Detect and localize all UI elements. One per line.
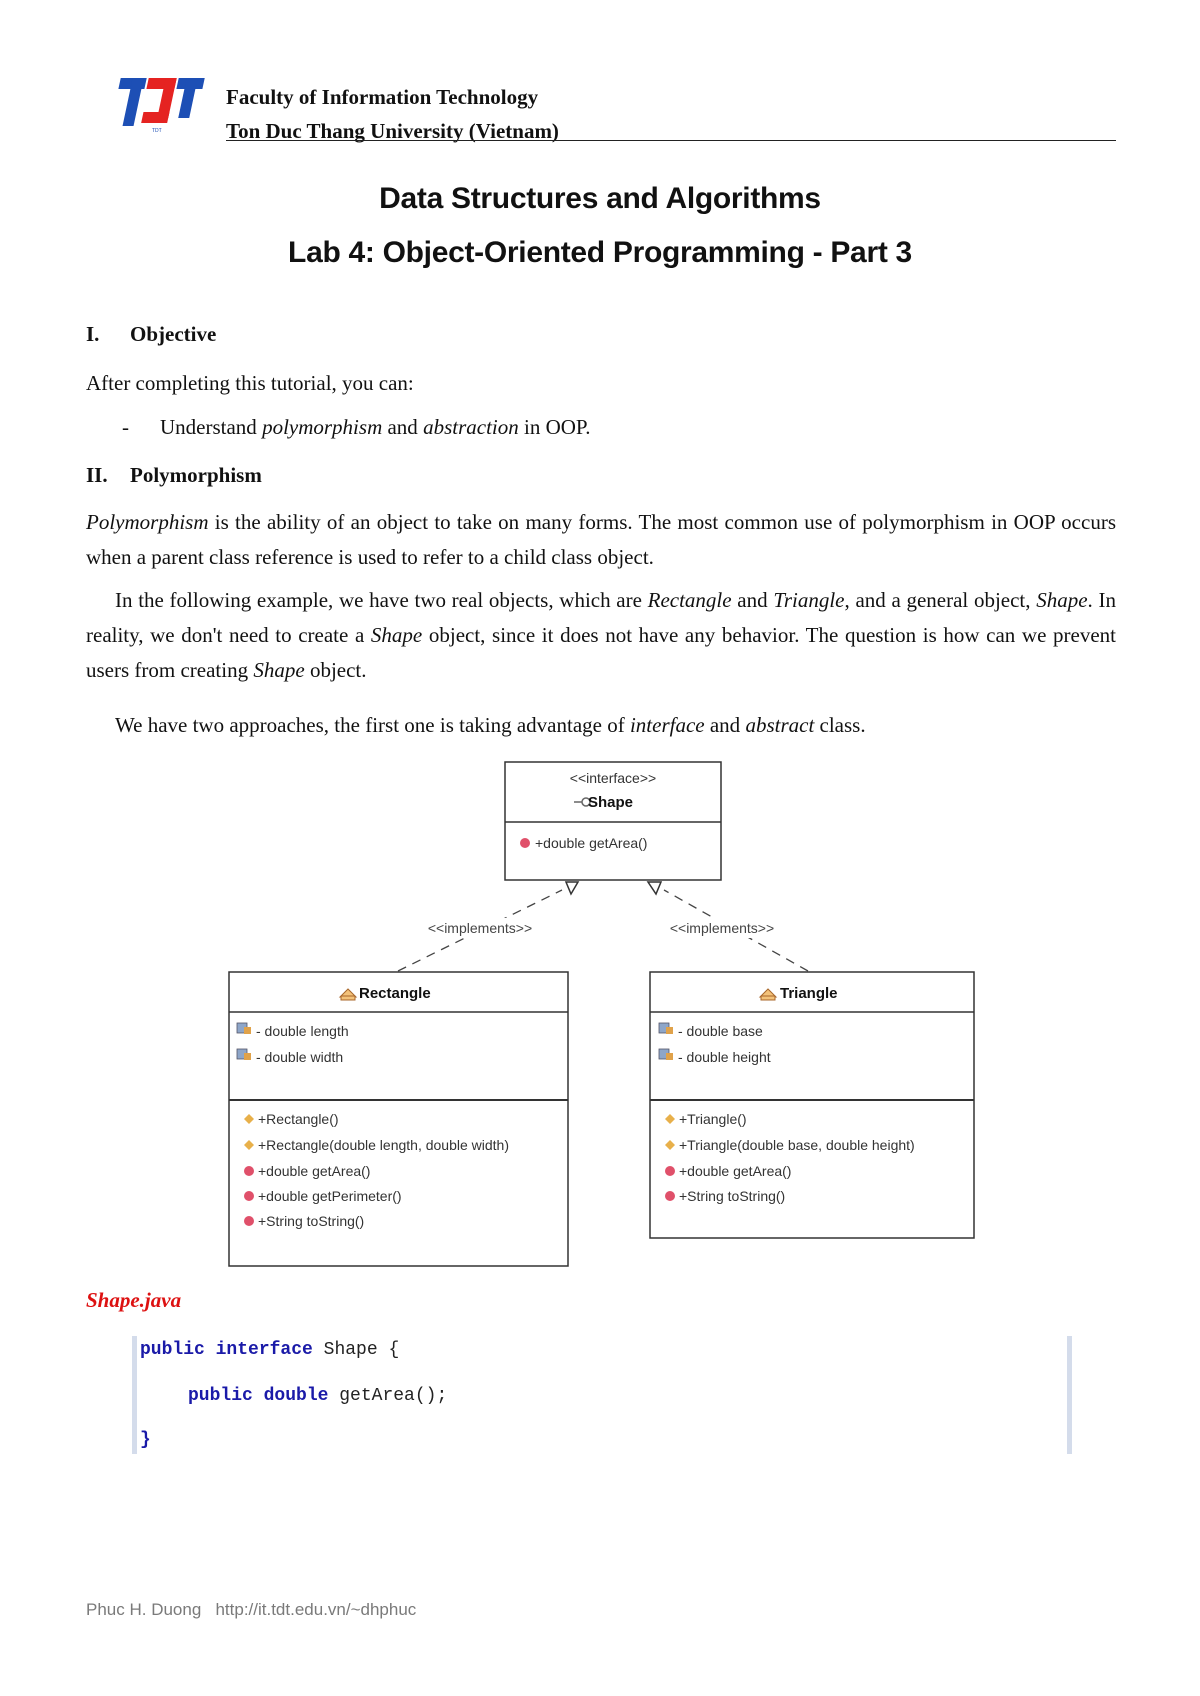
emphasis: Triangle bbox=[773, 588, 845, 612]
file-name-label: Shape.java bbox=[86, 1288, 182, 1312]
lock-icon bbox=[666, 1027, 673, 1034]
public-method-icon bbox=[520, 838, 530, 848]
section-number: II. bbox=[86, 463, 108, 487]
rectangle-method-tostring: +String toString() bbox=[258, 1213, 365, 1229]
rectangle-class-name: Rectangle bbox=[359, 985, 431, 1002]
triangle-attr-base: - double base bbox=[678, 1023, 763, 1039]
code-text: getArea(); bbox=[328, 1386, 448, 1406]
rectangle-method-constructor-args: +Rectangle(double length, double width) bbox=[258, 1137, 510, 1153]
rectangle-attr-width: - double width bbox=[256, 1049, 344, 1065]
rectangle-attr-length: - double length bbox=[256, 1023, 349, 1039]
emphasis: Polymorphism bbox=[86, 510, 209, 534]
bullet-marker: - bbox=[122, 415, 129, 439]
emphasis: interface bbox=[629, 713, 705, 737]
shape-class-name: Shape bbox=[588, 794, 634, 811]
emphasis: polymorphism bbox=[262, 415, 383, 439]
text-run: Understand bbox=[160, 415, 263, 439]
text-run: , and a general object, bbox=[844, 588, 1037, 612]
triangle-method-tostring: +String toString() bbox=[679, 1188, 786, 1204]
rectangle-method-getperimeter: +double getPerimeter() bbox=[258, 1188, 402, 1204]
code-block-left-border bbox=[132, 1336, 137, 1454]
emphasis: abstraction bbox=[423, 415, 519, 439]
triangle-attr-height: - double height bbox=[678, 1049, 771, 1065]
text-run: and bbox=[731, 588, 774, 612]
rectangle-method-getarea: +double getArea() bbox=[258, 1163, 371, 1179]
text-run: in OOP. bbox=[518, 415, 591, 439]
shape-method-getarea: +double getArea() bbox=[535, 835, 648, 851]
lock-icon bbox=[244, 1053, 251, 1060]
text-run: class. bbox=[814, 713, 866, 737]
course-title: Data Structures and Algorithms bbox=[379, 182, 821, 215]
page-footer: Phuc H. Duong http://it.tdt.edu.vn/~dhphuc bbox=[86, 1600, 417, 1619]
triangle-class-box bbox=[650, 972, 974, 1238]
text-run: object. bbox=[304, 658, 367, 682]
public-method-icon bbox=[244, 1191, 254, 1201]
emphasis: Rectangle bbox=[647, 588, 732, 612]
text-run: and bbox=[704, 713, 746, 737]
code-keyword: public bbox=[188, 1386, 253, 1406]
code-brace: } bbox=[140, 1430, 151, 1450]
triangle-method-constructor: +Triangle() bbox=[679, 1111, 747, 1127]
code-block bbox=[132, 1336, 1072, 1454]
text-run: We have two approaches, the first one is taking advantage of bbox=[115, 713, 630, 737]
implements-label-left: <<implements>> bbox=[427, 920, 533, 936]
public-method-icon bbox=[244, 1166, 254, 1176]
rectangle-method-constructor: +Rectangle() bbox=[258, 1111, 339, 1127]
code-line-3 bbox=[140, 1430, 151, 1450]
text-run: In the following example, we have two real objects, which are bbox=[115, 588, 648, 612]
lab-title: Lab 4: Object-Oriented Programming - Part 3 bbox=[288, 236, 912, 269]
code-keyword: double bbox=[263, 1386, 329, 1406]
shape-stereotype: <<interface>> bbox=[569, 770, 657, 786]
text-run: . In reality, we don't need to create a bbox=[86, 588, 1116, 647]
section-title: Objective bbox=[130, 322, 217, 346]
code-line-2 bbox=[188, 1386, 447, 1406]
triangle-method-getarea: +double getArea() bbox=[679, 1163, 792, 1179]
emphasis: abstract bbox=[745, 713, 815, 737]
triangle-method-constructor-args: +Triangle(double base, double height) bbox=[679, 1137, 915, 1153]
text-run: is the ability of an object to take on many forms. The most common use of polymorphism in OOP occurs when a parent class reference is used to refer to a child class object. bbox=[86, 510, 1116, 569]
emphasis: Shape bbox=[1036, 588, 1088, 612]
code-block-right-border bbox=[1067, 1336, 1072, 1454]
triangle-class-name: Triangle bbox=[780, 985, 838, 1002]
emphasis: Shape bbox=[253, 658, 305, 682]
public-method-icon bbox=[244, 1216, 254, 1226]
objective-intro: After completing this tutorial, you can: bbox=[86, 371, 414, 395]
shape-interface-box bbox=[505, 762, 721, 880]
emphasis: Shape bbox=[370, 623, 423, 647]
section-title: Polymorphism bbox=[130, 463, 262, 487]
code-keyword: interface bbox=[215, 1340, 313, 1360]
lock-icon bbox=[666, 1053, 673, 1060]
code-line-1 bbox=[140, 1340, 399, 1360]
rectangle-class-box bbox=[229, 972, 568, 1266]
header-university: Ton Duc Thang University (Vietnam) bbox=[226, 119, 559, 143]
header-faculty: Faculty of Information Technology bbox=[226, 85, 539, 109]
code-text: Shape { bbox=[312, 1340, 400, 1360]
text-run: object, since it does not have any behavior. The question is how can we prevent users from creating bbox=[86, 623, 1116, 682]
svg-text:TDT: TDT bbox=[152, 128, 162, 134]
lock-icon bbox=[244, 1027, 251, 1034]
text-run: and bbox=[382, 415, 424, 439]
implements-label-right: <<implements>> bbox=[669, 920, 775, 936]
section-number: I. bbox=[86, 322, 100, 346]
public-method-icon bbox=[665, 1166, 675, 1176]
code-keyword: public bbox=[140, 1340, 205, 1360]
public-method-icon bbox=[665, 1191, 675, 1201]
